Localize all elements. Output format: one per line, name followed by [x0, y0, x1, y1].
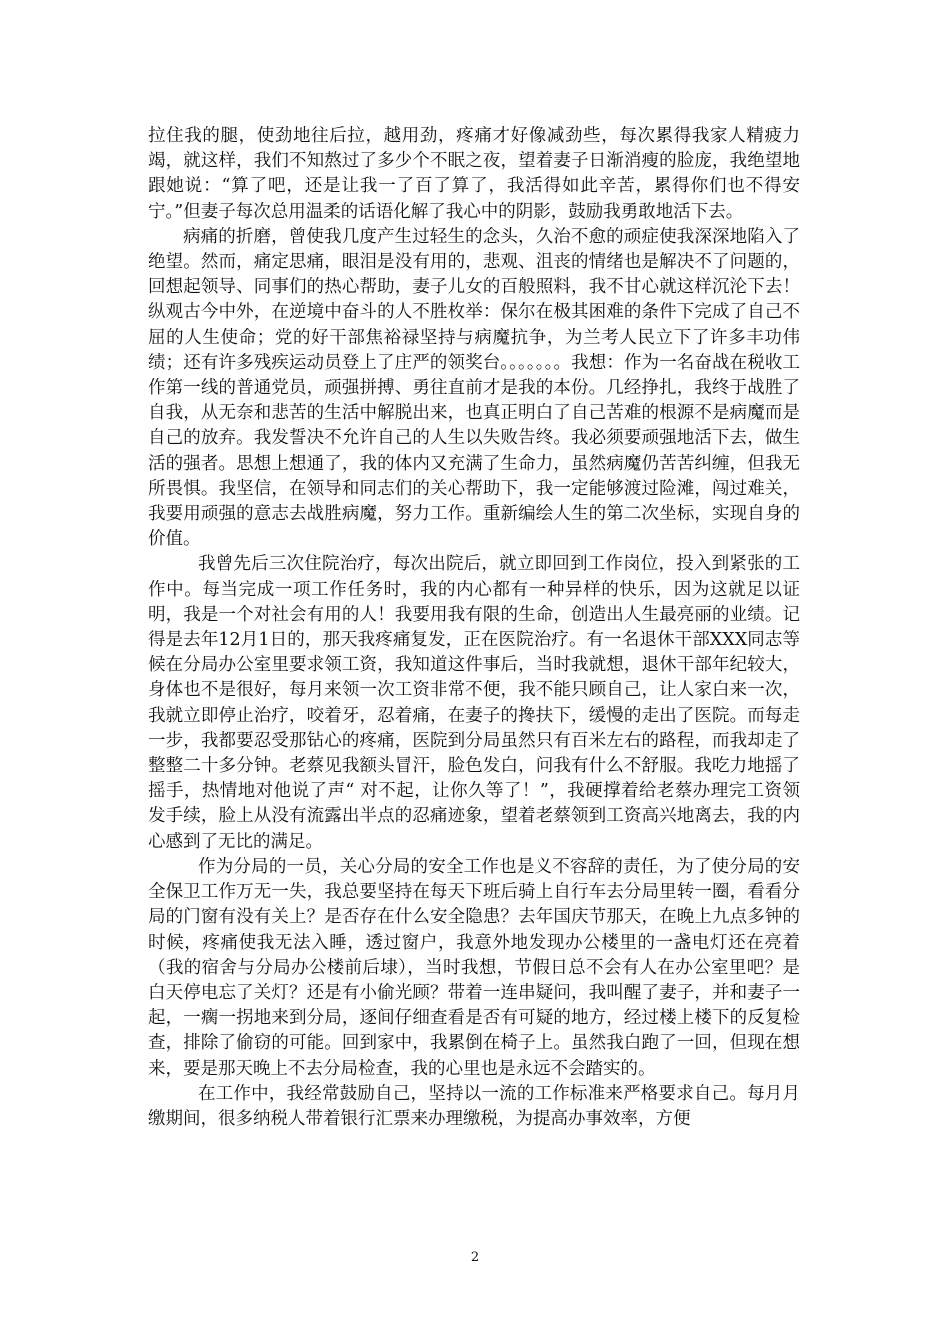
document-body — [148, 124, 800, 1132]
paragraph-2: 病痛的折磨，曾使我几度产生过轻生的念头，久治不愈的顽症使我深深地陷入了绝望。然而，痛定思痛，眼泪是没有用的，悲观、沮丧的情绪也是解决不了问题的，回想起领导、同事们的热心帮助，妻子儿女的百般照料，我不甘心就这样沉沦下去！纵观古今中外，在逆境中奋斗的人不胜枚举：保尔在极其困难的条件下完成了自己不屈的人生使命；党的好干部焦裕禄坚持与病魔抗争，为兰考人民立下了许多丰功伟绩；还有许多残疾运动员登上了庄严的领奖台。。。。。。。我想：作为一名奋战在税收工作第一线的普通党员，顽强拼搏、勇往直前才是我的本份。几经挣扎，我终于战胜了自我，从无奈和悲苦的生活中解脱出来，也真正明白了自己苦难的根源不是病魔而是自己的放弃。我发誓决不允许自己的人生以失败告终。我必须要顽强地活下去，做生活的强者。思想上想通了，我的体内又充满了生命力，虽然病魔仍苦苦纠缠，但我无所畏惧。我坚信，在领导和同志们的关心帮助下，我一定能够渡过险滩，闯过难关，我要用顽强的意志去战胜病魔，努力工作。重新编绘人生的第二次坐标，实现自身的价值。 — [148, 226, 800, 550]
page-number: 2 — [470, 1250, 480, 1265]
paragraph-5: 在工作中，我经常鼓励自己，坚持以一流的工作标准来严格要求自己。每月月缴期间，很多纳税人带着银行汇票来办理缴税，为提高办事效率，方便 — [148, 1083, 800, 1129]
paragraph-1: 拉住我的腿，使劲地往后拉，越用劲，疼痛才好像减劲些，每次累得我家人精疲力竭，就这样，我们不知熬过了多少个不眠之夜，望着妻子日渐消瘦的脸庞，我绝望地跟她说：“算了吧，还是让我一了百了算了，我活得如此辛苦，累得你们也不得安宁。”但妻子每次总用温柔的话语化解了我心中的阴影，鼓励我勇敢地活下去。 — [148, 126, 800, 222]
paragraph-3: 我曾先后三次住院治疗，每次出院后，就立即回到工作岗位，投入到紧张的工作中。每当完成一项工作任务时，我的内心都有一种异样的快乐，因为这就足以证明，我是一个对社会有用的人！我要用我有限的生命，创造出人生最亮丽的业绩。记得是去年12月1日的，那天我疼痛复发，正在医院治疗。有一名退休干部XXX同志等候在分局办公室里要求领工资，我知道这件事后，当时我就想，退休干部年纪较大，身体也不是很好，每月来领一次工资非常不便，我不能只顾自己，让人家白来一次，我就立即停止治疗，咬着牙，忍着痛，在妻子的搀扶下，缓慢的走出了医院。而每走一步，我都要忍受那钻心的疼痛，医院到分局虽然只有百米左右的路程，而我却走了整整二十多分钟。老蔡见我额头冒汗，脸色发白，问我有什么不舒服。我吃力地摇了摇手，热情地对他说了声“ 对不起，让你久等了！”，我硬撑着给老蔡办理完工资领发手续，脸上从没有流露出半点的忍痛迹象，望着老蔡领到工资高兴地离去，我的内心感到了无比的满足。 — [148, 554, 800, 852]
paragraph-4: 作为分局的一员，关心分局的安全工作也是义不容辞的责任，为了使分局的安全保卫工作万无一失，我总要坚持在每天下班后骑上自行车去分局里转一圈，看看分局的门窗有没有关上？是否存在什么安全隐患？去年国庆节那天，在晚上九点多钟的时候，疼痛使我无法入睡，透过窗户，我意外地发现办公楼里的一盏电灯还在亮着（我的宿舍与分局办公楼前后埭），当时我想，节假日总不会有人在办公室里吧？是白天停电忘了关灯？还是有小偷光顾？带着一连串疑问，我叫醒了妻子，并和妻子一起，一瘸一拐地来到分局，逐间仔细查看是否有可疑的地方，经过楼上楼下的反复检查，排除了偷窃的可能。回到家中，我累倒在椅子上。虽然我白跑了一回，但现在想来，要是那天晚上不去分局检查，我的心里也是永远不会踏实的。 — [148, 856, 800, 1079]
